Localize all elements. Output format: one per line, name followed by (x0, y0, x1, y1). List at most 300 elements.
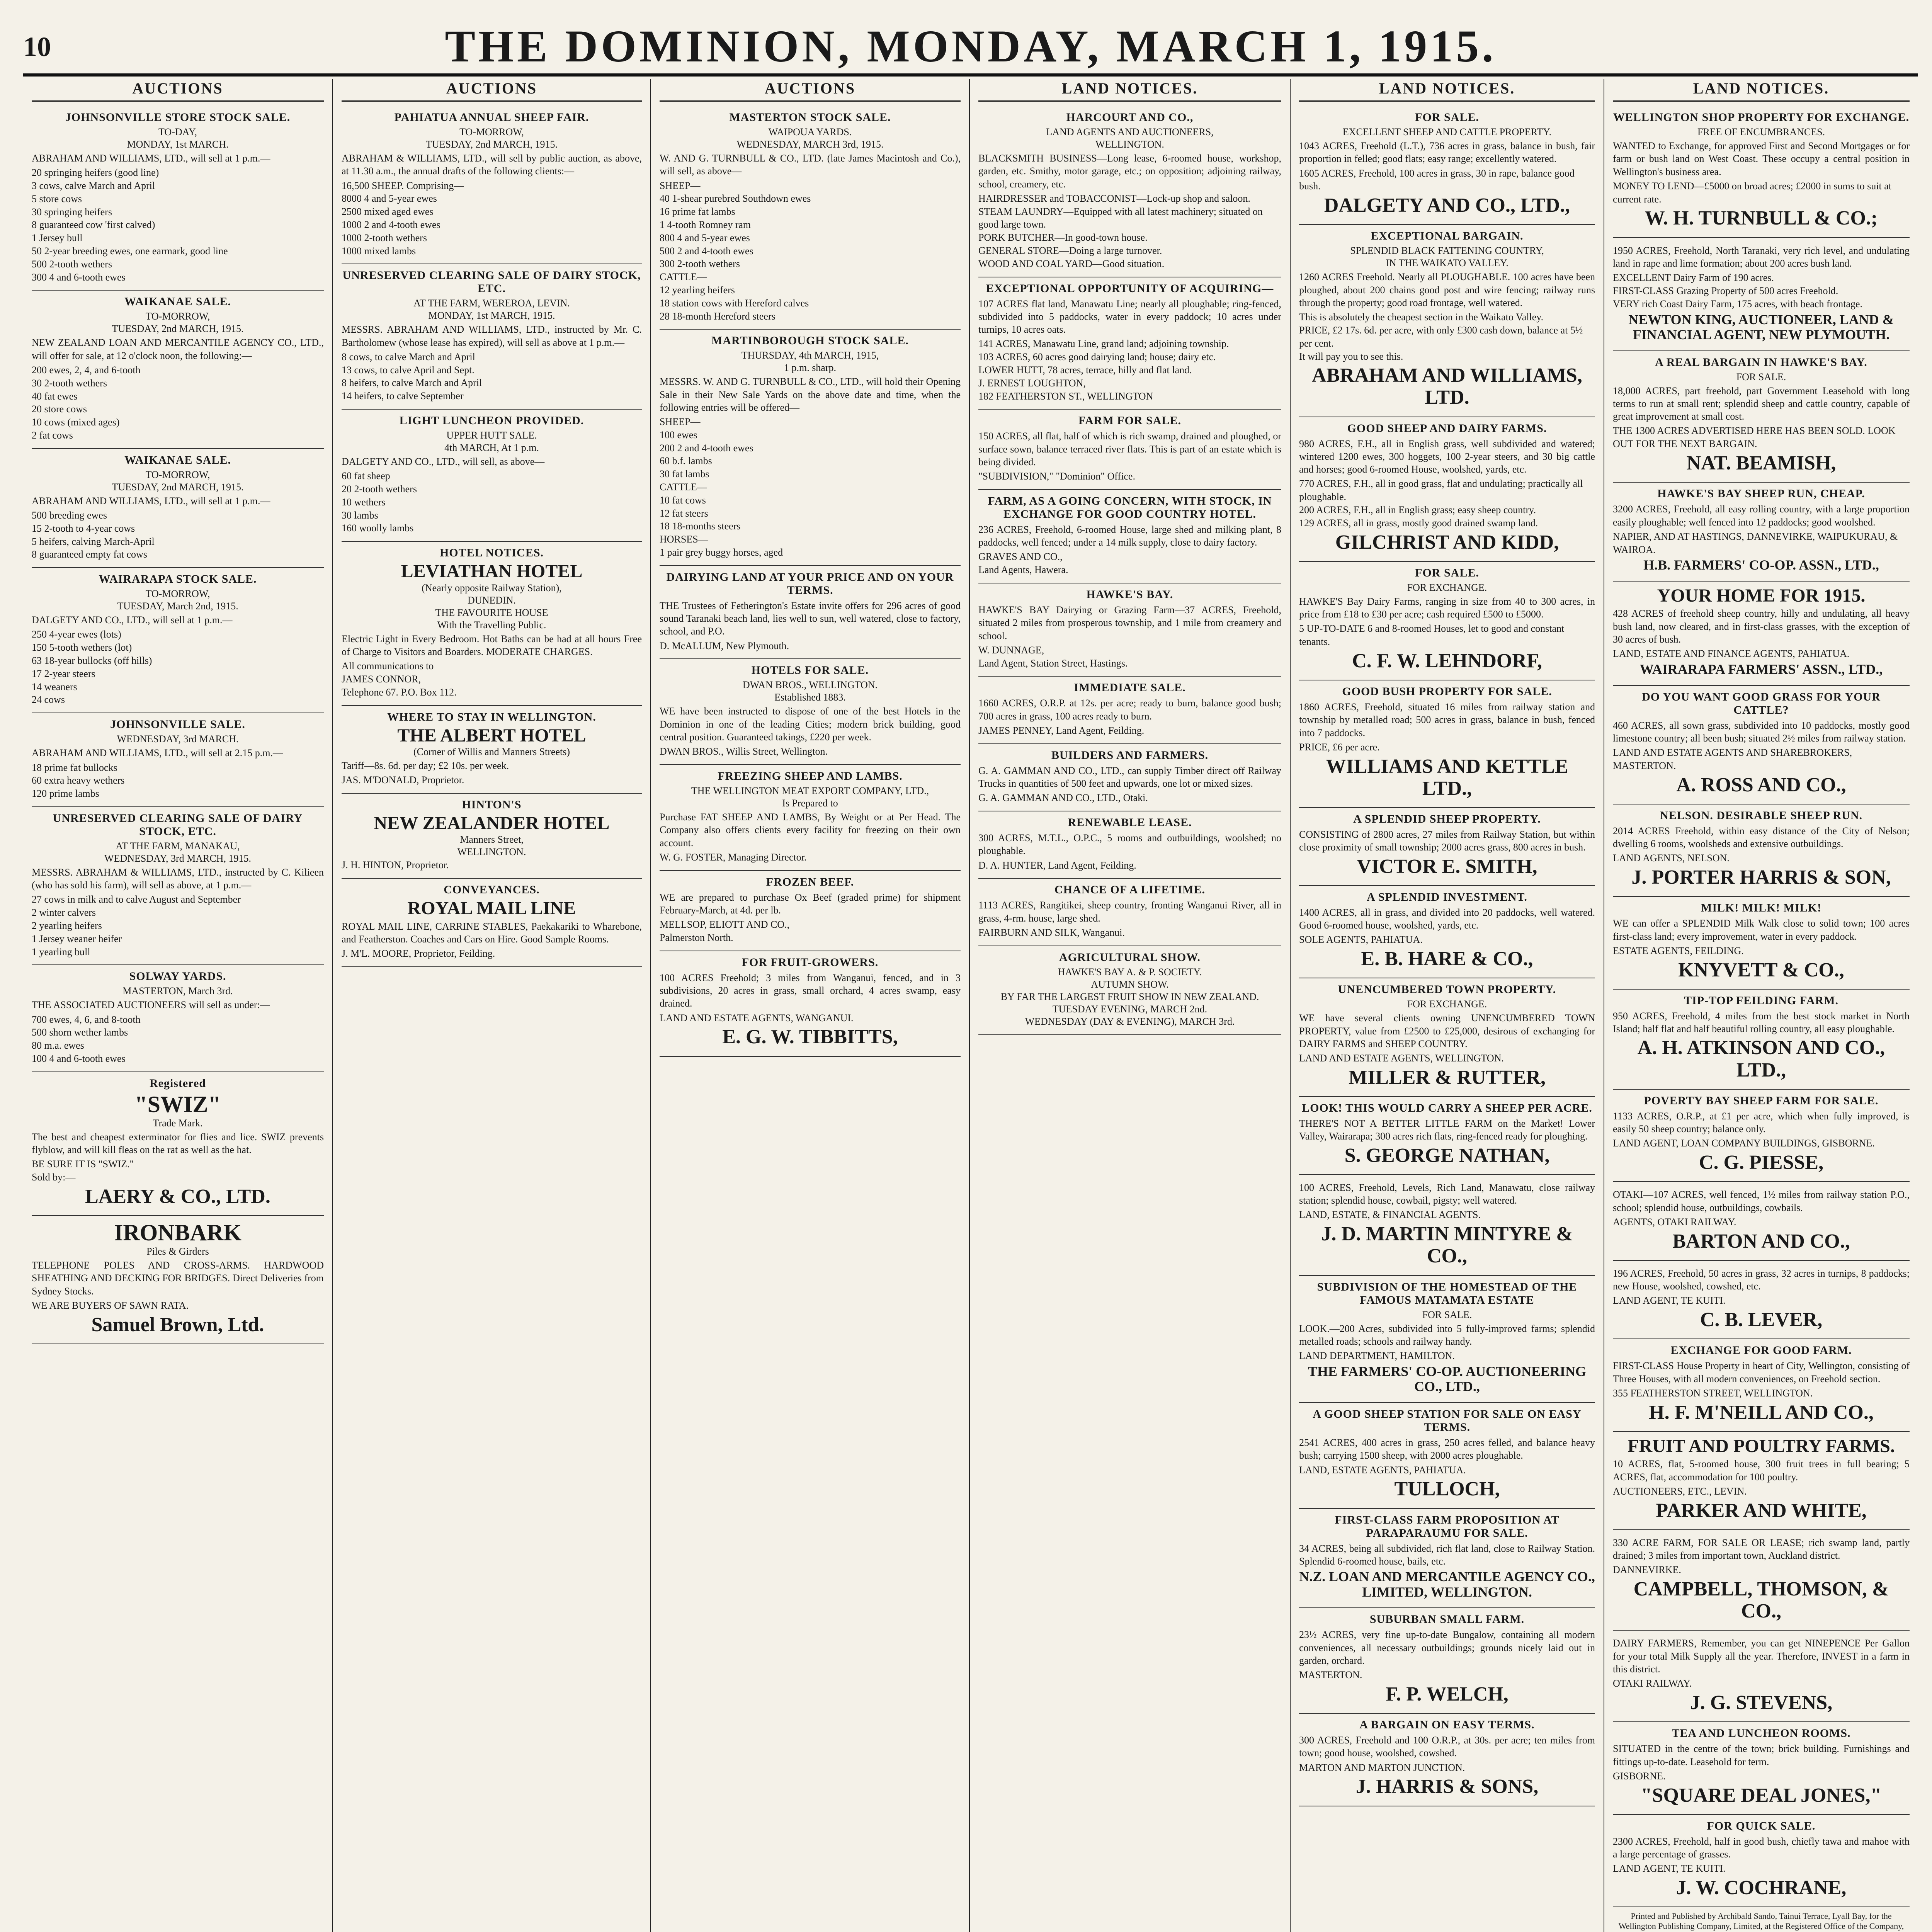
ad-item: JAS. M'DONALD, Proprietor. (342, 774, 464, 786)
ad-item: LAND AGENT, LOAN COMPANY BUILDINGS, GISBORNE. (1613, 1138, 1875, 1149)
ad-subheading: AT THE FARM, MANAKAU, (116, 840, 240, 852)
advertisement (1613, 1815, 1910, 1908)
ad-subheading: WEDNESDAY, MARCH 3rd, 1915. (736, 139, 884, 150)
ad-item-list (1613, 530, 1910, 556)
ad-subheading: Piles & Girders (146, 1246, 209, 1257)
ad-heading: SOLWAY YARDS. (129, 970, 226, 983)
column-heading: LAND NOTICES. (1613, 79, 1910, 102)
ad-body-text: ABRAHAM AND WILLIAMS, LTD., will sell at 1 p.m.— (32, 495, 270, 507)
ad-heading: HOTELS FOR SALE. (751, 664, 869, 677)
advertiser-name: E. B. HARE & CO., (1361, 948, 1533, 970)
ad-body-text: THERE'S NOT A BETTER LITTLE FARM on the Market! Lower Valley, Wairarapa; 300 acres rich flats, ring-fenced ready for ploughing. (1299, 1118, 1595, 1142)
ad-subheading: 1 p.m. sharp. (784, 362, 837, 374)
ad-subheading: WELLINGTON. (1095, 139, 1164, 150)
advertisement (978, 583, 1281, 677)
ad-item-list (1299, 741, 1595, 754)
ad-item: 200 ACRES, F.H., all in English grass; easy sheep country. (1299, 504, 1536, 516)
ad-item: EXCELLENT Dairy Farm of 190 acres. (1613, 272, 1774, 284)
advertiser-name: C. F. W. LEHNDORF, (1352, 650, 1542, 672)
ad-subheading: EXCELLENT SHEEP AND CATTLE PROPERTY. (1342, 126, 1552, 138)
ad-item: SHEEP— (660, 416, 701, 428)
ad-item-list (1613, 1770, 1910, 1783)
ad-item: Telephone 67. P.O. Box 112. (342, 686, 457, 698)
ad-body-text: 100 ACRES Freehold; 3 miles from Wanganui, fenced, and in 3 subdivisions, 20 acres in grass, small orchard, 4 acres swamp, easy drained. (660, 972, 961, 1009)
ad-body-text: 3200 ACRES, Freehold, all easy rolling country, with a large proportion easily ploughable; well fenced into 12 paddocks; good woolshed. (1613, 503, 1910, 528)
ad-item: SOLE AGENTS, PAHIATUA. (1299, 934, 1423, 946)
advertisement (1299, 1403, 1595, 1509)
ad-item: Palmerston North. (660, 932, 733, 943)
ad-item: 8000 4 and 5-year ewes (342, 193, 437, 204)
advertisement (32, 807, 324, 966)
advertiser-name: THE FARMERS' CO-OP. AUCTIONEERING CO., LTD., (1308, 1363, 1587, 1395)
ad-item: WE ARE BUYERS OF SAWN RATA. (32, 1299, 189, 1311)
ad-body-text: Tariff—8s. 6d. per day; £2 10s. per week. (342, 760, 509, 771)
ad-subheading: SPLENDID BLACK FATTENING COUNTRY, (1350, 245, 1544, 257)
ad-body-text: G. A. GAMMAN AND CO., LTD., can supply Timber direct off Railway Trucks in quantities of 500 feet and upwards, one lot or mixed sizes. (978, 765, 1281, 789)
ad-subheading: WEDNESDAY, 3rd MARCH, 1915. (104, 852, 251, 864)
ad-subheading: (Corner of Willis and Manners Streets) (413, 746, 570, 757)
advertiser-name: H. F. M'NEILL AND CO., (1649, 1401, 1874, 1423)
ad-item-list (660, 639, 961, 653)
ad-heading: FOR FRUIT-GROWERS. (742, 956, 879, 969)
ad-heading: PAHIATUA ANNUAL SHEEP FAIR. (394, 111, 589, 124)
ad-heading: JOHNSONVILLE STORE STOCK SALE. (65, 111, 291, 124)
masthead (23, 15, 1918, 73)
ad-item: 1 pair grey buggy horses, aged (660, 547, 783, 558)
ad-item-list (1299, 167, 1595, 193)
ad-item: 15 2-tooth to 4-year cows (32, 522, 135, 534)
advertisement (32, 291, 324, 449)
ad-subheading: Manners Street, (460, 834, 524, 845)
ad-body-text: LOOK.—200 Acres, subdivided into 5 fully-improved farms; splendid metalled roads; schools and railway handy. (1299, 1323, 1595, 1347)
advertiser-name: A. H. ATKINSON AND CO., LTD., (1637, 1037, 1885, 1081)
ad-item: LAND AND ESTATE AGENTS, WANGANUI. (660, 1012, 854, 1024)
ad-item: 1 4-tooth Romney ram (660, 219, 751, 230)
ad-item: 50 2-year breeding ewes, one earmark, good line (32, 245, 228, 257)
advertiser-name: MILLER & RUTTER, (1349, 1066, 1546, 1088)
ad-subheading: Is Prepared to (782, 798, 838, 809)
advertiser-name: J. G. STEVENS, (1690, 1692, 1833, 1714)
advertiser-name: J. PORTER HARRIS & SON, (1631, 866, 1891, 889)
advertisement (978, 677, 1281, 744)
ad-body-text: TELEPHONE POLES AND CROSS-ARMS. HARDWOOD SHEATHING AND DECKING FOR BRIDGES. Direct Deliveries from Sydney Stocks. (32, 1260, 324, 1297)
ad-heading: LOOK! THIS WOULD CARRY A SHEEP PER ACRE. (1302, 1102, 1592, 1115)
ad-item-list (1613, 180, 1910, 206)
ad-item: 2 fat cows (32, 429, 73, 441)
ad-body-text: 1660 ACRES, O.R.P. at 12s. per acre; ready to burn, balance good bush; 700 acres in grass, 100 acres ready to burn. (978, 697, 1281, 722)
ad-heading: DAIRYING LAND AT YOUR PRICE AND ON YOUR TERMS. (666, 570, 954, 597)
advertisement (1299, 1276, 1595, 1403)
ad-item: 60 extra heavy wethers (32, 775, 125, 786)
ad-item: 100 ewes (660, 429, 697, 440)
advertisement (342, 706, 642, 794)
ad-item: 3 cows, calve March and April (32, 180, 155, 192)
ad-heading: A GOOD SHEEP STATION FOR SALE ON EASY TERMS. (1313, 1408, 1582, 1434)
ad-item-list (1299, 622, 1595, 648)
ad-heading: HARCOURT AND CO., (1066, 111, 1194, 124)
ad-item-list (978, 859, 1281, 872)
ad-heading: EXCHANGE FOR GOOD FARM. (1670, 1344, 1852, 1357)
ad-item-list (978, 791, 1281, 804)
ad-heading: FARM FOR SALE. (1078, 414, 1181, 427)
ad-subheading: WAIPOUA YARDS. (768, 126, 852, 138)
ad-item: MARTON AND MARTON JUNCTION. (1299, 1762, 1465, 1773)
ad-item: 60 fat sheep (342, 470, 390, 482)
ad-item: D. A. HUNTER, Land Agent, Feilding. (978, 859, 1136, 871)
ad-item: HORSES— (660, 534, 708, 545)
ad-item: 355 FEATHERSTON STREET, WELLINGTON. (1613, 1387, 1813, 1399)
advertisement (1613, 483, 1910, 582)
advertisement (1299, 1175, 1595, 1276)
ad-item-list (1299, 477, 1595, 529)
advertiser-name: VICTOR E. SMITH, (1357, 855, 1537, 878)
ad-heading: A BARGAIN ON EASY TERMS. (1359, 1718, 1535, 1731)
ad-item: 18 18-months steers (660, 520, 741, 532)
advertisement (342, 106, 642, 264)
ad-body-text: MESSRS. ABRAHAM AND WILLIAMS, LTD., instructed by Mr. C. Bartholomew (whose lease has expired), will sell as above at 1 p.m.— (342, 324, 642, 348)
ad-item: 2 yearling heifers (32, 920, 102, 932)
ad-item-list (660, 851, 961, 864)
ad-brand-name: ROYAL MAIL LINE (407, 898, 576, 919)
ad-body-text: 1860 ACRES, Freehold, situated 16 miles from railway station and township by metalled road; 500 acres in grass, balance in bush, fenced into 7 paddocks. (1299, 701, 1595, 738)
advertisement (660, 765, 961, 871)
ad-item: 200 ewes, 2, 4, and 6-tooth (32, 364, 141, 376)
ad-item-list (1613, 1216, 1910, 1229)
ad-brand-name: NEW ZEALANDER HOTEL (374, 813, 610, 834)
ad-item: 129 ACRES, all in grass, mostly good drained swamp land. (1299, 517, 1538, 529)
ad-body-text: DALGETY AND CO., LTD., will sell at 1 p.m.— (32, 614, 233, 626)
ad-heading: FOR SALE. (1415, 566, 1479, 579)
advertisement (32, 568, 324, 713)
ad-item: 27 cows in milk and to calve August and September (32, 894, 241, 905)
ad-subheading: TUESDAY, 2nd MARCH, 1915. (112, 481, 244, 493)
ad-brand-name: THE ALBERT HOTEL (397, 725, 586, 746)
ad-item: J. ERNEST LOUGHTON, (978, 377, 1086, 389)
advertisement (342, 264, 642, 410)
ad-heading: IMMEDIATE SALE. (1074, 681, 1186, 694)
ad-heading: TEA AND LUNCHEON ROOMS. (1672, 1727, 1851, 1740)
advertisement (1299, 886, 1595, 979)
ad-item: WOOD AND COAL YARD—Good situation. (978, 258, 1165, 269)
advertisement (1613, 1090, 1910, 1182)
column-6 (1604, 79, 1918, 1932)
advertisement (1613, 990, 1910, 1090)
column-heading: AUCTIONS (342, 79, 642, 102)
advertisement (1613, 804, 1910, 897)
ad-item-list (1299, 933, 1595, 946)
ad-item-list (1613, 1485, 1910, 1498)
ad-heading: CHANCE OF A LIFETIME. (1054, 883, 1205, 896)
ad-subheading: FOR EXCHANGE. (1407, 998, 1487, 1010)
ad-item-list (1299, 1349, 1595, 1362)
ad-body-text: HAWKE'S BAY Dairying or Grazing Farm—37 ACRES, Freehold, situated 2 miles from prosperous township, and 1 mile from creamery and school. (978, 604, 1281, 641)
ad-body-text: The best and cheapest exterminator for flies and lice. SWIZ prevents flyblow, and will kill fleas on the rat as well as the hat. (32, 1131, 324, 1156)
ad-item-list (1613, 1862, 1910, 1875)
advertisement (1613, 1432, 1910, 1530)
ad-item: 1000 2-tooth wethers (342, 232, 427, 243)
ad-brand-name: YOUR HOME FOR 1915. (1657, 585, 1866, 606)
ad-item: 30 2-tooth wethers (32, 377, 107, 389)
ad-item: 182 FEATHERSTON ST., WELLINGTON (978, 390, 1153, 402)
ad-item: 10 cows (mixed ages) (32, 417, 120, 428)
ad-body-text: 196 ACRES, Freehold, 50 acres in grass, 32 acres in turnips, 8 paddocks; new House, woolshed, cowshed, etc. (1613, 1267, 1910, 1292)
ad-item-list (978, 724, 1281, 737)
ad-body-text: ABRAHAM & WILLIAMS, LTD., will sell by public auction, as above, at 11.30 a.m., the annual drafts of the following clients:— (342, 153, 642, 177)
ad-item: STEAM LAUNDRY—Equipped with all latest machinery; situated on good large town. (978, 206, 1263, 230)
ad-item-list (1613, 1677, 1910, 1690)
ad-body-text: THE Trustees of Fetherington's Estate invite offers for 296 acres of good sound Taranaki beach land, lies well to sun, well watered, close to factory, school, and P.O. (660, 600, 961, 637)
ad-item: 40 1-shear purebred Southdown ewes (660, 193, 811, 204)
advertisement (342, 542, 642, 706)
ad-heading: FROZEN BEEF. (766, 875, 854, 888)
advertisement (1299, 225, 1595, 417)
advertisement (1613, 1182, 1910, 1261)
ad-item-list (32, 1013, 324, 1065)
ad-item: 8 guaranteed cow 'first calved) (32, 219, 155, 231)
ad-item: 2 winter calvers (32, 907, 96, 918)
advertisement (978, 879, 1281, 946)
ad-item: 60 b.f. lambs (660, 455, 712, 467)
ad-subheading: DWAN BROS., WELLINGTON. (742, 679, 878, 691)
ad-item: D. McALLUM, New Plymouth. (660, 640, 789, 651)
ad-subheading: TUESDAY, 2nd MARCH, 1915. (426, 139, 558, 150)
ad-subheading: LAND AGENTS AND AUCTIONEERS, (1046, 126, 1214, 138)
ad-body-text: 100 ACRES, Freehold, Levels, Rich Land, Manawatu, close railway station; splendid house, cowbail, pigsty; well watered. (1299, 1182, 1595, 1206)
advertisement (1299, 417, 1595, 562)
ad-subheading: THURSDAY, 4th MARCH, 1915, (741, 350, 879, 361)
ad-item: HAIRDRESSER and TOBACCONIST—Lock-up shop and saloon. (978, 192, 1250, 204)
ad-item: 16,500 SHEEP. Comprising— (342, 180, 464, 191)
ad-heading: A REAL BARGAIN IN HAWKE'S BAY. (1655, 355, 1867, 369)
ad-subheading: AT THE FARM, WEREROA, LEVIN. (413, 298, 570, 309)
ad-item: 20 store cows (32, 403, 87, 415)
column-heading: AUCTIONS (32, 79, 324, 102)
ad-body-text: 1400 ACRES, all in grass, and divided into 20 paddocks, well watered. Good 6-roomed house, woolshed, yards, etc. (1299, 906, 1595, 931)
advertiser-name: J. W. COCHRANE, (1676, 1877, 1847, 1899)
ad-body-text: THE ASSOCIATED AUCTIONEERS will sell as under:— (32, 999, 270, 1011)
advertisement (32, 965, 324, 1072)
ad-subheading: TUESDAY, 2nd MARCH, 1915. (112, 323, 244, 335)
ad-subheading: UPPER HUTT SALE. (446, 430, 537, 441)
ad-heading: HINTON'S (462, 798, 522, 811)
ad-item: 1 yearling bull (32, 946, 90, 957)
ad-body-text: 34 ACRES, being all subdivided, rich flat land, close to Railway Station. Splendid 6-roomed house, bails, etc. (1299, 1543, 1595, 1567)
ad-subheading: With the Travelling Public. (437, 619, 546, 631)
ad-subheading: FOR SALE. (1736, 371, 1786, 383)
ad-subheading: THE FAVOURITE HOUSE (435, 607, 548, 618)
ad-item-list (342, 774, 642, 787)
advertisement (342, 794, 642, 879)
ad-item: "SUBDIVISION," "Dominion" Office. (978, 471, 1135, 482)
ad-item: JAMES PENNEY, Land Agent, Feilding. (978, 725, 1145, 736)
ad-body-text: BLACKSMITH BUSINESS—Long lease, 6-roomed house, workshop, garden, etc. Smithy, motor garage, etc.; on opposition; adjoining railway, school, creamery, etc. (978, 153, 1281, 190)
advertisement (1299, 1714, 1595, 1806)
ad-item-list (32, 893, 324, 958)
ad-body-text: SITUATED in the centre of the town; brick building. Furnishings and fittings up-to-date. Leasehold for term. (1613, 1743, 1910, 1767)
ad-heading: FOR SALE. (1415, 111, 1479, 124)
advertisement (1613, 1530, 1910, 1631)
ad-item-list (32, 628, 324, 706)
ad-body-text: 950 ACRES, Freehold, 4 miles from the best stock market in North Island; half flat and half beautiful rolling country, all easy ploughable. (1613, 1010, 1910, 1035)
ad-item: LAND AGENT, TE KUITI. (1613, 1295, 1726, 1306)
ad-item-list (1613, 647, 1910, 660)
ad-item-list (1613, 1387, 1910, 1400)
ad-subheading: TUESDAY, March 2nd, 1915. (117, 600, 238, 612)
advertiser-name: NEWTON KING, AUCTIONEER, LAND & FINANCIAL AGENT, NEW PLYMOUTH. (1628, 311, 1894, 343)
ad-item: 200 2 and 4-tooth ewes (660, 442, 753, 454)
ad-subheading: TO-MORROW, (145, 588, 210, 600)
ad-brand-name: LEVIATHAN HOTEL (401, 561, 583, 582)
ad-subheading: TO-MORROW, (145, 469, 210, 480)
ad-item: 20 2-tooth wethers (342, 483, 417, 495)
advertiser-name: PARKER AND WHITE, (1656, 1499, 1867, 1522)
ad-item: 8 guaranteed empty fat cows (32, 549, 147, 560)
ad-heading: HAWKE'S BAY SHEEP RUN, CHEAP. (1657, 487, 1865, 500)
ad-item: 100 4 and 6-tooth ewes (32, 1053, 126, 1065)
ad-item-list (660, 745, 961, 758)
ad-item: PORK BUTCHER—In good-town house. (978, 232, 1148, 243)
advertisement (1299, 680, 1595, 808)
ad-item-list (660, 1012, 961, 1025)
ad-subheading: THE WELLINGTON MEAT EXPORT COMPANY, LTD., (691, 785, 929, 797)
ad-item: G. A. GAMMAN AND CO., LTD., Otaki. (978, 792, 1148, 804)
ad-item: MELLSOP, ELIOTT AND CO., (660, 919, 790, 930)
ad-item: 5 store cows (32, 193, 82, 204)
ad-item: 30 springing heifers (32, 206, 112, 218)
ad-item: 160 woolly lambs (342, 522, 414, 534)
ad-body-text: 300 ACRES, M.T.L., O.P.C., 5 rooms and outbuildings, woolshed; no ploughable. (978, 832, 1281, 857)
ad-subheading: AUTUMN SHOW. (1091, 978, 1169, 990)
ad-heading: SUBURBAN SMALL FARM. (1369, 1613, 1525, 1626)
ad-subheading: FOR EXCHANGE. (1407, 582, 1487, 593)
ad-item: 80 m.a. ewes (32, 1040, 84, 1051)
ad-item-list (1613, 271, 1910, 310)
ad-body-text: 236 ACRES, Freehold, 6-roomed House, large shed and milking plant, 8 paddocks, well fenced; under a 14 milk supply, close to dairy factory. (978, 524, 1281, 548)
ad-item-list (342, 350, 642, 403)
ad-item: 300 2-tooth wethers (660, 258, 740, 270)
column-1 (23, 79, 333, 1932)
ad-body-text: 23½ ACRES, very fine up-to-date Bungalow, containing all modern conveniences, all necessary outbuildings; grounds nicely laid out in garden, orchard. (1299, 1629, 1595, 1666)
ad-heading: UNRESERVED CLEARING SALE OF DAIRY STOCK, ETC. (53, 811, 303, 838)
ad-item-list (1613, 944, 1910, 957)
ad-heading: JOHNSONVILLE SALE. (110, 718, 245, 731)
ad-heading: MILK! MILK! MILK! (1701, 901, 1821, 915)
ad-item-list (1299, 1464, 1595, 1477)
column-heading: AUCTIONS (660, 79, 961, 102)
advertisement (660, 330, 961, 566)
advertisement (978, 744, 1281, 811)
advertisement (660, 871, 961, 951)
ad-body-text: CONSISTING of 2800 acres, 27 miles from Railway Station, but within close proximity of small township; 2000 acres grass, 800 acres in bush. (1299, 829, 1595, 853)
ad-item-list (660, 415, 961, 559)
ad-item: 16 prime fat lambs (660, 206, 735, 218)
ad-item-list (660, 918, 961, 944)
ad-heading: FIRST-CLASS FARM PROPOSITION AT PARAPARAUMU FOR SALE. (1335, 1513, 1560, 1539)
ad-item-list (978, 550, 1281, 577)
ad-item: 10 fat cows (660, 494, 706, 506)
advertiser-name: TULLOCH, (1394, 1478, 1500, 1500)
ad-subheading: WELLINGTON. (457, 846, 526, 858)
advertiser-name: J. D. MARTIN MINTYRE & CO., (1321, 1223, 1573, 1267)
ad-item: LAND AGENTS, NELSON. (1613, 852, 1730, 864)
ad-heading: POVERTY BAY SHEEP FARM FOR SALE. (1644, 1094, 1879, 1107)
advertiser-name: "SQUARE DEAL JONES," (1641, 1784, 1882, 1806)
ad-subheading: FOR SALE. (1422, 1309, 1472, 1320)
ad-item: THE 1300 ACRES ADVERTISED HERE HAS BEEN SOLD. LOOK OUT FOR THE NEXT BARGAIN. (1613, 425, 1896, 450)
ad-heading: WAIKANAE SALE. (124, 453, 231, 466)
ad-heading: LIGHT LUNCHEON PROVIDED. (399, 414, 584, 427)
ad-body-text: WANTED to Exchange, for approved First and Second Mortgages or for farm or bush land on West Coast. These occupy a central position in Wellington's business area. (1613, 140, 1910, 177)
ad-body-text: HAWKE'S Bay Dairy Farms, ranging in size from 40 to 300 acres, in price from £18 to £30 per acre; cash required £500 to £5000. (1299, 595, 1595, 620)
ad-item: 5 UP-TO-DATE 6 and 8-roomed Houses, let to good and constant tenants. (1299, 623, 1565, 648)
ad-body-text: 1113 ACRES, Rangitikei, sheep country, fronting Wanganui River, all in grass, 4-rm. house, large shed. (978, 900, 1281, 924)
advertisement (1613, 1631, 1910, 1722)
ad-item: GRAVES AND CO., (978, 551, 1063, 563)
ad-heading: Registered (149, 1077, 206, 1090)
advertiser-name: C. G. PIESSE, (1699, 1151, 1824, 1174)
advertisement (1613, 106, 1910, 238)
advertisement (1613, 238, 1910, 351)
ad-heading: WAIRARAPA STOCK SALE. (99, 573, 257, 586)
advertisement (1299, 1509, 1595, 1609)
ad-item-list (1299, 311, 1595, 363)
advertiser-name: C. B. LEVER, (1700, 1309, 1823, 1331)
ad-item: Sold by:— (32, 1172, 76, 1183)
ad-item: GISBORNE. (1613, 1770, 1666, 1782)
ad-subheading: BY FAR THE LARGEST FRUIT SHOW IN NEW ZEALAND. (1000, 991, 1259, 1002)
ad-item-list (342, 859, 642, 872)
column-heading: LAND NOTICES. (978, 79, 1281, 102)
ad-item: 10 wethers (342, 496, 386, 508)
ad-item-list (978, 192, 1281, 270)
ad-item: LAND, ESTATE, & FINANCIAL AGENTS. (1299, 1209, 1481, 1221)
ad-item-list (32, 509, 324, 561)
ad-item: AUCTIONEERS, ETC., LEVIN. (1613, 1485, 1747, 1497)
advertiser-name: DALGETY AND CO., LTD., (1324, 194, 1570, 217)
ad-body-text: 330 ACRE FARM, FOR SALE OR LEASE; rich swamp land, partly drained; 3 miles from important town, Auckland district. (1613, 1537, 1910, 1561)
ad-body-text: 1950 ACRES, Freehold, North Taranaki, very rich level, and undulating land in rape and lime formation; about 200 acres bush land. (1613, 245, 1910, 269)
ad-body-text: 107 ACRES flat land, Manawatu Line; nearly all ploughable; ring-fenced, subdivided into 5 paddocks, water in every paddock; 10 acres under turnips, 10 acres oats. (978, 298, 1281, 335)
column-5 (1291, 79, 1604, 1932)
advertisement (660, 659, 961, 765)
ad-item-list (978, 470, 1281, 483)
advertiser-name: S. GEORGE NATHAN, (1344, 1144, 1550, 1167)
ad-item: LOWER HUTT, 78 acres, terrace, hilly and flat land. (978, 364, 1192, 376)
masthead-rule (23, 73, 1918, 77)
advertiser-name: N.Z. LOAN AND MERCANTILE AGENCY CO., LIMITED, WELLINGTON. (1299, 1569, 1595, 1600)
ad-body-text: 1043 ACRES, Freehold (L.T.), 736 acres in grass, balance in bush, fair proportion in felled; good flats; easy range; excellently watered. (1299, 140, 1595, 165)
ad-item: 103 ACRES, 60 acres good dairying land; house; dairy etc. (978, 351, 1216, 363)
advertiser-name: W. H. TURNBULL & CO.; (1645, 207, 1878, 230)
ad-subheading: (Nearly opposite Railway Station), (422, 582, 562, 594)
advertisement (32, 713, 324, 807)
printer-imprint: Printed and Published by Archibald Sando, Tainui Terrace, Lyall Bay, for the Wellington Publishing Company, Limited, at the Registered Office of the Company, (1618, 1911, 1904, 1931)
advertiser-name: WILLIAMS AND KETTLE LTD., (1326, 755, 1568, 799)
ad-body-text: 460 ACRES, all sown grass, subdivided into 10 paddocks, mostly good limestone country; all been bush; situated 2½ miles from railway station. (1613, 719, 1910, 744)
ad-body-text: 2541 ACRES, 400 acres in grass, 250 acres felled, and balance heavy bush; carrying 1500 sheep, with 2000 acres ploughable. (1299, 1437, 1595, 1461)
ad-heading: FOR QUICK SALE. (1707, 1819, 1816, 1832)
ad-item-list (342, 179, 642, 258)
ad-item: 8 cows, to calve March and April (342, 351, 475, 362)
ad-item: 8 heifers, to calve March and April (342, 377, 482, 389)
ad-body-text: ROYAL MAIL LINE, CARRINE STABLES, Paekakariki to Wharebone, and Featherston. Coaches and Cars on Hire. Good Sample Rooms. (342, 920, 642, 945)
ad-body-text: Electric Light in Every Bedroom. Hot Baths can be had at all hours Free of Charge to Visitors and Boarders. MODERATE CHARGES. (342, 633, 642, 657)
ad-item: LAND AGENT, TE KUITI. (1613, 1863, 1726, 1874)
ad-item-list (978, 926, 1281, 939)
ad-heading: TIP-TOP FEILDING FARM. (1684, 994, 1839, 1007)
advertisement (660, 951, 961, 1057)
advertiser-name: Samuel Brown, Ltd. (91, 1313, 264, 1336)
